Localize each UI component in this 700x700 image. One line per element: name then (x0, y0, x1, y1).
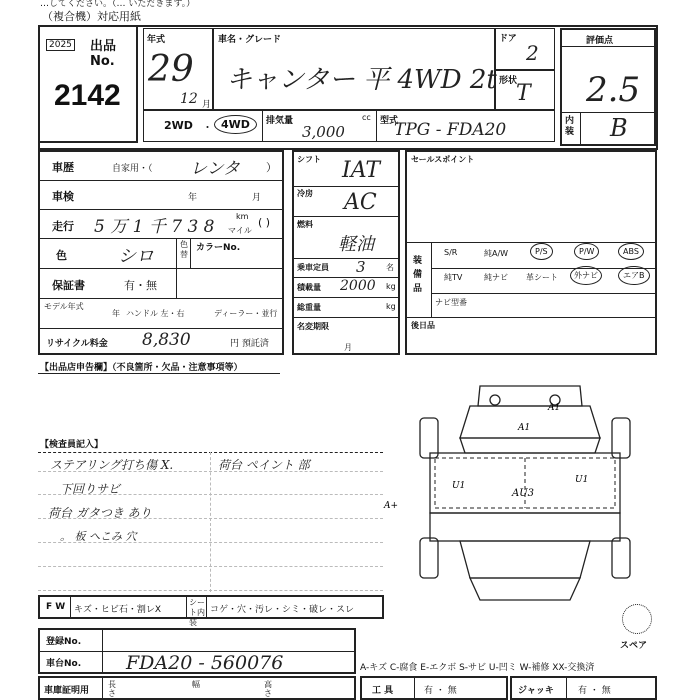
recycle-value: 8,830 (142, 330, 191, 350)
equip-airbag-circled: エアB (618, 266, 650, 285)
dim-width-label: 幅 (192, 680, 200, 689)
dim-height-label: 高さ (264, 680, 272, 698)
displacement-value: 3,000 (302, 123, 345, 141)
jack-label: ジャッキ (518, 686, 554, 696)
door-label: ドア (499, 34, 517, 44)
shift-value: IAT (342, 158, 381, 183)
equip-abs-circled: ABS (618, 243, 644, 260)
doors-value: 2 (526, 41, 539, 65)
diagram-label-a1-top: A1 (518, 423, 531, 433)
warranty-options: 有・無 (124, 279, 157, 292)
capacity-label: 乗車定員 (297, 263, 329, 272)
capacity-value: 3 (356, 258, 366, 276)
spare-label: スペア (620, 641, 648, 651)
fw-label: F W (46, 602, 66, 612)
spec-row: 2WD ・ 4WD 排気量 cc 3,000 型式 TPG - FDA20 (143, 110, 555, 142)
lot-box (38, 25, 138, 143)
lot-number: 2142 (54, 79, 121, 112)
shape-value: T (516, 81, 531, 106)
chassis-label: 車台No. (46, 659, 82, 669)
ac-value: AC (344, 190, 377, 215)
navi-model-label: ナビ型番 (435, 298, 467, 307)
drive-2wd: 2WD (164, 119, 193, 132)
color-value: シロ (118, 246, 154, 267)
gross-unit: kg (386, 302, 396, 311)
name-change-unit: 月 (344, 343, 352, 352)
month-unit: 月 (202, 100, 212, 110)
capacity-unit: 名 (386, 263, 394, 272)
mileage-label: 走行 (52, 220, 74, 233)
equip-navi: 純ナビ (484, 273, 508, 282)
model-year-unit: 年 (112, 309, 120, 318)
jack-box (510, 676, 657, 700)
load-unit: kg (386, 282, 396, 291)
equip-aw: 純A/W (484, 249, 509, 258)
inspection-month-unit: 月 (252, 193, 262, 203)
equip-ps-circled: P/S (530, 243, 553, 260)
tools-options: 有 ・ 無 (424, 686, 457, 696)
header-top-text: …してください。（… いただきます。） (40, 0, 196, 9)
lot-label: 出品No. (90, 39, 117, 69)
dim-length-label: 長さ (108, 680, 116, 698)
rating-score: 2.5 (586, 70, 641, 110)
mileage-unit-mile: マイル (228, 226, 252, 235)
name-change-label: 名変期限 (297, 322, 329, 331)
fuel-label: 燃料 (297, 220, 313, 229)
year-label: 年式 (147, 35, 166, 45)
load-value: 2000 (340, 278, 376, 294)
diagram-label-u1-right: U1 (575, 475, 589, 485)
diagram-label-a1-front: A1 (548, 403, 561, 413)
inspector-note-3: 荷台 ガタつき あり (48, 506, 152, 520)
equipment-label: 装備品 (413, 256, 423, 294)
seat-label: シート内装 (189, 598, 205, 627)
history-label: 車歴 (52, 161, 74, 174)
interior-grade: B (610, 114, 628, 142)
year-stamp: 2025 (46, 39, 75, 51)
inspector-note-4: 。 板 へこみ 穴 (60, 530, 137, 543)
color-change-label: 色替 (180, 240, 188, 259)
shape-box (495, 70, 555, 110)
shift-label: シフト (297, 155, 321, 164)
rating-box (560, 28, 656, 146)
month-value: 12 (180, 91, 198, 107)
form-type: （複合機）対応用紙 (42, 10, 141, 23)
garage-label: 車庫証明用 (44, 686, 90, 696)
inspection-year-unit: 年 (188, 193, 198, 203)
model-year-label: モデル年式 (44, 302, 84, 311)
mileage-value: 5 万 1 千 7 3 8 (94, 217, 215, 237)
inspector-label: 【検査員記入】 (40, 440, 104, 450)
model-value: TPG - FDA20 (394, 120, 507, 140)
fw-items: キズ・ヒビ石・割レX (74, 605, 161, 615)
equip-leather: 革シート (526, 273, 558, 282)
warranty-label: 保証書 (52, 279, 85, 292)
sales-points-label: セールスポイント (411, 155, 475, 164)
drive-4wd-circled: 4WD (214, 115, 257, 134)
interior-label: 内装 (565, 116, 575, 137)
inspector-note-2: 下回りサビ (60, 482, 121, 496)
color-label: 色 (56, 249, 67, 262)
inspection-label: 車検 (52, 190, 74, 203)
specs-panel (292, 150, 400, 355)
report-label: 【出品店申告欄】（不良箇所・欠品・注意事項等） (40, 363, 243, 373)
defects-row (38, 595, 384, 627)
later-items-label: 後日品 (411, 321, 435, 330)
tools-label: 工 具 (372, 686, 394, 696)
recycle-label: リサイクル料金 (46, 339, 108, 349)
color-no-label: カラーNo. (196, 243, 241, 253)
diagram-label-a-plus: A+ (384, 501, 399, 511)
seat-items: コゲ・穴・汚レ・シミ・破レ・スレ (210, 605, 355, 615)
displacement-unit: cc (362, 113, 371, 122)
dealer-label: ディーラー・並行 (214, 309, 278, 318)
name-box (213, 28, 495, 110)
diagram-label-au3: AU3 (512, 488, 535, 499)
rating-label: 評価点 (586, 36, 614, 46)
history-options: 自家用・（ (112, 164, 153, 174)
equip-tv: 純TV (444, 273, 463, 282)
inspector-note-1: ステアリング打ち傷 X. (50, 458, 174, 472)
reg-label: 登録No. (46, 637, 82, 647)
inspector-note-right: 荷台 ペイント 部 (218, 458, 310, 472)
model-label: 型式 (380, 116, 399, 126)
equip-pw-circled: P/W (574, 243, 599, 260)
vehicle-damage-diagram (384, 378, 650, 608)
garage-row (38, 676, 356, 700)
door-box (495, 28, 555, 70)
equip-ext-navi-circled: 外ナビ (570, 266, 602, 285)
gross-label: 総重量 (297, 303, 321, 312)
damage-legend: A-キズ C-腐食 E-エクボ S-サビ U-凹ミ W-補修 XX-交換済 (360, 663, 595, 673)
equip-sr: S/R (444, 248, 458, 257)
year-box (143, 28, 213, 110)
displacement-label: 排気量 (266, 116, 294, 126)
year-value: 29 (148, 49, 194, 90)
chassis-value: FDA20 - 560076 (126, 652, 284, 674)
load-label: 積載量 (297, 283, 321, 292)
history-value: レンタ (190, 159, 240, 179)
shape-label: 形状 (499, 76, 518, 86)
registration-box (38, 628, 356, 674)
history-panel: 車歴 自家用・（ レンタ ） 車検 年 月 走行 5 万 1 千 7 3 8 km マイル ( ) 色 シロ 色替 カラーNo. 保証書 有・無 モデル年式 年 ハンドル 左・右 ディーラー・並行 リサイクル料金 8,830 円 預託済 (38, 150, 284, 355)
diagram-label-u1-left: U1 (452, 481, 466, 491)
recycle-unit: 円 預託済 (230, 339, 269, 349)
vehicle-name: キャンター 平 4WD 2t (226, 65, 497, 95)
ac-label: 冷房 (297, 189, 313, 198)
name-label: 車名・グレード (218, 35, 282, 45)
spare-tire-icon (622, 604, 652, 634)
handle-label: ハンドル 左・右 (126, 309, 185, 318)
mileage-unit-km: km (236, 212, 249, 221)
fuel-value: 軽油 (338, 234, 374, 255)
jack-options: 有 ・ 無 (578, 686, 611, 696)
tools-box (360, 676, 508, 700)
